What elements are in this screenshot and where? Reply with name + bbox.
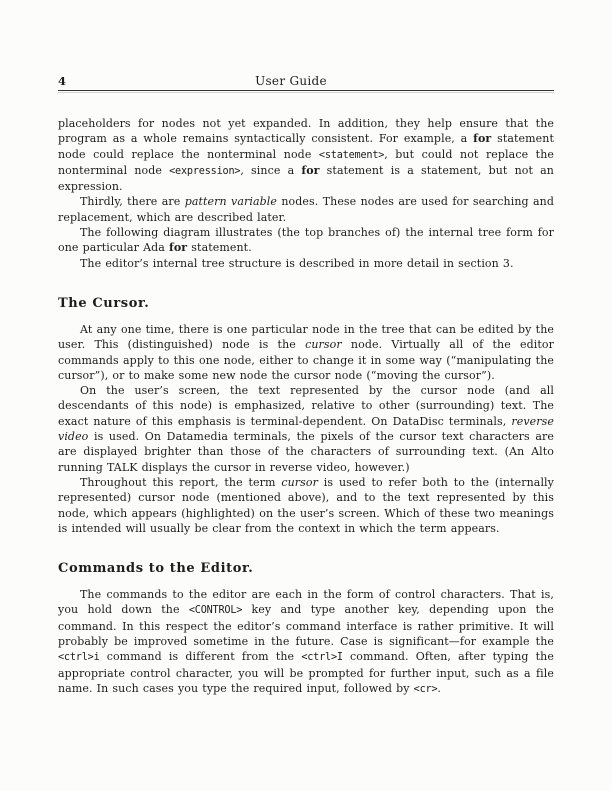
header-title: User Guide: [255, 74, 327, 88]
text-span: statement node could replace the nonterminal node: [58, 132, 554, 161]
text-span: is used to refer both to the (internally represented) cursor node (mentioned above), and to the text represented by this node, which appears (highlighted) on the user’s screen. Which of these two meanings is intended will usually be clear from the context in which the term appears.: [58, 475, 554, 535]
italic-span: pattern variable: [184, 195, 278, 209]
code-span: <statement>: [318, 149, 385, 161]
text-span: , since a: [240, 163, 302, 177]
paragraph: [58, 587, 554, 697]
paragraph: [58, 383, 554, 475]
page-number: 4: [58, 74, 67, 88]
paragraph: [58, 194, 554, 225]
code-span: <ctrl>I: [301, 652, 343, 664]
text-span: command is different from the: [99, 650, 302, 664]
running-header: [58, 72, 554, 91]
text-span: placeholders for nodes not yet expanded. In addition, they help ensure that the program as a whole remains syntactically consistent. For example, a: [58, 117, 554, 146]
text-span: On the user’s screen, the text represented by the cursor node (and all descendants of this node) is emphasized, relative to other (surrounding) text. The exact nature of this emphasis is terminal-dependent. On DataDisc terminals,: [58, 384, 554, 428]
bold-span: for: [169, 241, 188, 255]
text-span: , but could not replace the nonterminal node: [58, 147, 554, 177]
italic-span: cursor: [281, 475, 318, 489]
text-span: The editor’s internal tree structure is described in more detail in section 3.: [80, 256, 514, 270]
paragraph: [58, 475, 554, 536]
text-span: is used. On Datamedia terminals, the pixels of the cursor text characters are are displayed brighter than those of the characters of surrounding text. (An Alto running TALK displays the cursor in reverse video, however.): [58, 430, 554, 474]
paragraph: [58, 322, 554, 383]
code-span: <cr>: [413, 683, 438, 695]
text-span: key and type another key, depending upon the command. In this respect the editor’s command interface is rather primitive. It will probably be improved sometime in the future. Case is significant—for example the: [58, 603, 554, 649]
paragraph: [58, 256, 554, 271]
document-content: [58, 116, 554, 697]
italic-span: cursor: [305, 338, 342, 352]
paragraph: [58, 116, 554, 194]
text-span: The commands to the editor are each in the form of control characters. That is, you hold down the: [58, 588, 554, 617]
text-span: nodes. These nodes are used for searching and replacement, which are described later.: [58, 195, 554, 224]
section-heading: The Cursor.: [58, 295, 150, 311]
text-span: Thirdly, there are: [80, 195, 185, 209]
text-span: statement is a statement, but not an expression.: [58, 163, 554, 194]
code-span: <expression>: [169, 165, 241, 177]
text-span: .: [437, 681, 441, 695]
text-span: node. Virtually all of the editor commands apply to this one node, either to change it in some way (“manipulating the cursor”), or to make some new node the cursor node (“moving the cursor”).: [58, 338, 554, 382]
paragraph: [58, 225, 554, 256]
bold-span: for: [473, 132, 492, 146]
bold-span: for: [301, 163, 320, 177]
italic-span: reverse video: [58, 414, 554, 444]
text-span: command. Often, after typing the appropriate control character, you will be prompted for further input, such as a file name. In such cases you type the required input, followed by: [58, 650, 554, 695]
code-span: <ctrl>i: [58, 652, 100, 664]
code-span: <CONTROL>: [188, 605, 243, 617]
text-span: At any one time, there is one particular node in the tree that can be edited by the user. This (distinguished) node is the: [58, 322, 554, 352]
text-span: The following diagram illustrates (the top branches of) the internal tree form for one particular Ada: [58, 226, 554, 255]
section-heading: Commands to the Editor.: [58, 561, 254, 577]
text-span: statement.: [187, 241, 252, 255]
text-span: Throughout this report, the term: [80, 475, 282, 489]
